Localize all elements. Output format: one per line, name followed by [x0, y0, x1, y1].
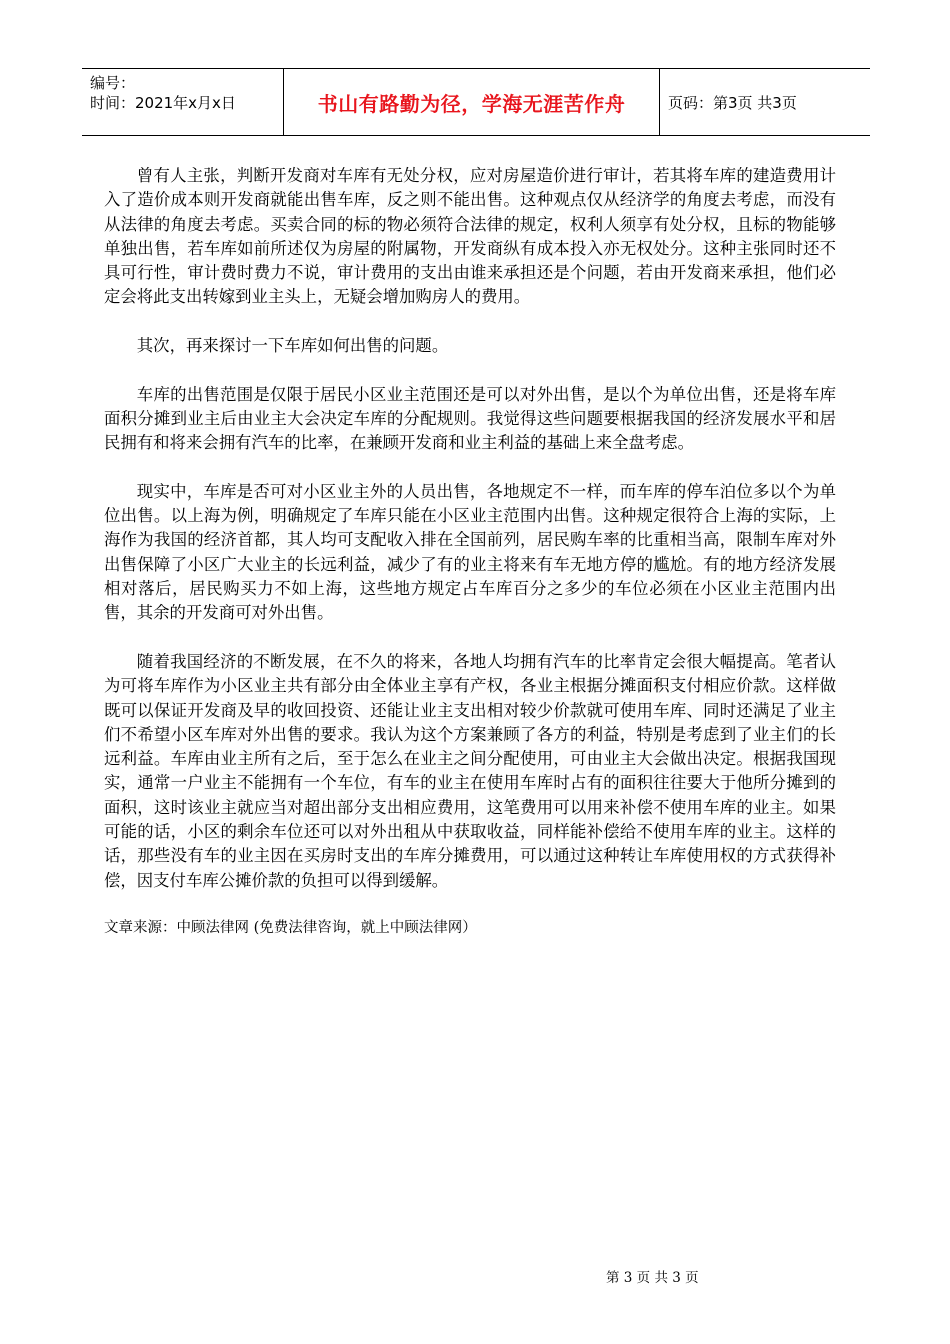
- document-time-label: 时间：2021年x月x日: [90, 94, 236, 112]
- article-body: [104, 164, 836, 939]
- header-meta: [82, 69, 284, 135]
- footer-page-number: 第 3 页 共 3 页: [606, 1270, 699, 1286]
- article-source: 文章来源：中顾法律网 (免费法律咨询，就上中顾法律网）: [104, 920, 477, 937]
- paragraph: 现实中，车库是否可对小区业主外的人员出售，各地规定不一样，而车库的停车泊位多以个为单位出售。以上海为例，明确规定了车库只能在小区业主范围内出售。这种规定很符合上海的实际，上海作为我国的经济首都，其人均可支配收入排在全国前列，居民购车率的比重相当高，限制车库对外出售保障了小区广大业主的长远利益，减少了有的业主将来有车无地方停的尴尬。有的地方经济发展相对落后，居民购买力不如上海，这些地方规定占车库百分之多少的车位必须在小区业主范围内出售，其余的开发商可对外出售。: [104, 481, 836, 623]
- page-code-text: 页码：第3页 共3页: [668, 93, 797, 112]
- header-motto: 书山有路勤为径，学海无涯苦作舟: [317, 91, 626, 116]
- document-number-label: 编号：: [90, 74, 136, 92]
- paragraph: 曾有人主张，判断开发商对车库有无处分权，应对房屋造价进行审计，若其将车库的建造费用计入了造价成本则开发商就能出售车库，反之则不能出售。这种观点仅从经济学的角度去考虑，而没有从法律的角度去考虑。买卖合同的标的物必须符合法律的规定，权利人须享有处分权，且标的物能够单独出售，若车库如前所述仅为房屋的附属物，开发商纵有成本投入亦无权处分。这种主张同时还不具可行性，审计费时费力不说，审计费用的支出由谁来承担还是个问题，若由开发商来承担，他们必定会将此支出转嫁到业主头上，无疑会增加购房人的费用。: [104, 166, 836, 307]
- paragraph: 随着我国经济的不断发展，在不久的将来，各地人均拥有汽车的比率肯定会很大幅提高。笔者认为可将车库作为小区业主共有部分由全体业主享有产权，各业主根据分摊面积支付相应价款。这样做既可以保证开发商及早的收回投资、还能让业主支出相对较少价款就可使用车库、同时还满足了业主们不希望小区车库对外出售的要求。我认为这个方案兼顾了各方的利益，特别是考虑到了业主们的长远利益。车库由业主所有之后，至于怎么在业主之间分配使用，可由业主大会做出决定。根据我国现实，通常一户业主不能拥有一个车位，有车的业主在使用车库时占有的面积往往要大于他所分摊到的面积，这时该业主就应当对超出部分支出相应费用，这笔费用可以用来补偿不使用车库的业主。如果可能的话，小区的剩余车位还可以对外出租从中获取收益，同样能补偿给不使用车库的业主。这样的话，那些没有车的业主因在买房时支出的车库分摊费用，可以通过这种转让车库使用权的方式获得补偿，因支付车库公摊价款的负担可以得到缓解。: [104, 651, 836, 890]
- header-motto-cell: [284, 69, 660, 135]
- paragraph: 其次，再来探讨一下车库如何出售的问题。: [136, 336, 449, 356]
- page-header: [82, 68, 870, 136]
- paragraph: 车库的出售范围是仅限于居民小区业主范围还是可以对外出售，是以个为单位出售，还是将车库面积分摊到业主后由业主大会决定车库的分配规则。我觉得这些问题要根据我国的经济发展水平和居民拥有和将来会拥有汽车的比率，在兼顾开发商和业主利益的基础上来全盘考虑。: [104, 384, 836, 453]
- header-page-code: [660, 69, 870, 135]
